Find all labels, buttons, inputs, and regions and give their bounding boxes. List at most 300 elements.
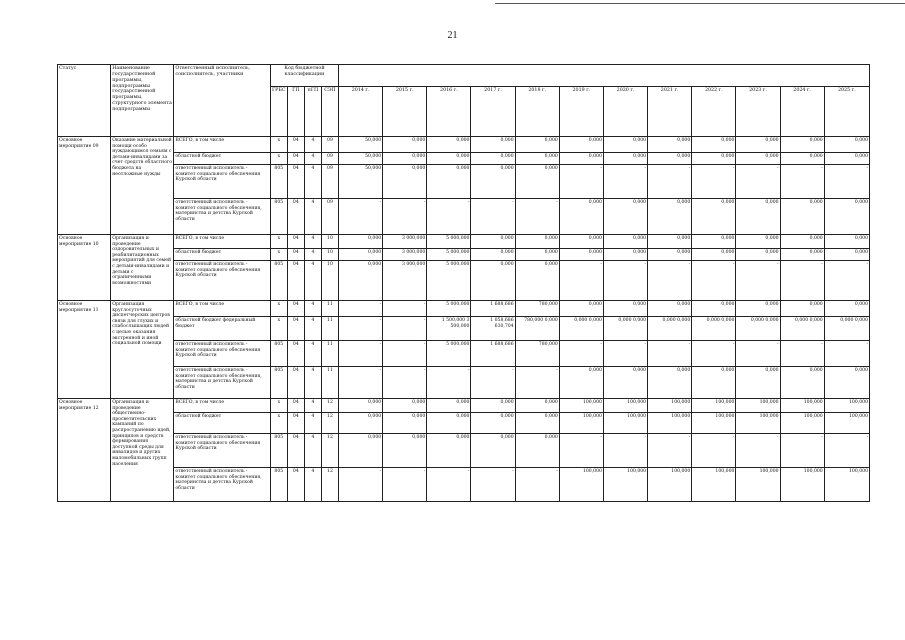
table-row — [58, 153, 870, 165]
row-value: - — [736, 261, 780, 301]
row-value: 0,000 — [824, 249, 869, 261]
row-value: 0,000 — [339, 413, 383, 434]
header-budget-code: Код бюджетной классификации — [270, 65, 338, 87]
row-value: 0,000 — [339, 399, 383, 413]
row-code: 11 — [321, 317, 338, 341]
row-value: - — [692, 165, 736, 199]
row-executor: ответственный исполнитель - комитет социального обеспечения Курской области — [174, 261, 270, 301]
row-value: - — [339, 468, 383, 502]
row-executor: ответственный исполнитель - комитет социального обеспечения, материнства и детства Курской области — [174, 199, 270, 235]
row-value: - — [648, 165, 692, 199]
row-value: 0,000 — [648, 301, 692, 317]
row-executor: областной бюджет — [174, 413, 270, 434]
row-code: 04 — [287, 153, 304, 165]
row-value: - — [383, 367, 427, 399]
row-code: 4 — [304, 317, 321, 341]
row-value: 1 688,686 — [471, 301, 515, 317]
row-value: - — [383, 301, 427, 317]
row-code: 09 — [321, 199, 338, 235]
row-code: 4 — [304, 235, 321, 249]
table-row — [58, 235, 870, 249]
row-value: 0,000 — [339, 261, 383, 301]
row-value: - — [383, 317, 427, 341]
row-value: 0,000 — [780, 235, 824, 249]
row-code: 4 — [304, 153, 321, 165]
row-value: 0,000 — [471, 413, 515, 434]
row-code: х — [270, 235, 287, 249]
row-value: - — [383, 199, 427, 235]
row-value: 100,000 — [736, 468, 780, 502]
row-value: 0,000 — [559, 367, 603, 399]
row-value: 100,000 — [559, 399, 603, 413]
row-code: 12 — [321, 434, 338, 468]
row-value: 0,000 — [383, 413, 427, 434]
row-value: 0,000 — [427, 137, 471, 153]
row-code: 04 — [287, 249, 304, 261]
row-value: 0,000 — [427, 153, 471, 165]
row-value: 100,000 — [648, 399, 692, 413]
row-value: 100,000 — [824, 468, 869, 502]
row-value: 0,000 — [427, 434, 471, 468]
row-code: 4 — [304, 434, 321, 468]
row-value: 0,000 — [427, 399, 471, 413]
row-value: 0,000 — [515, 434, 559, 468]
row-value: 0,000 — [383, 434, 427, 468]
row-value: 5 000,000 — [427, 341, 471, 367]
row-code: 4 — [304, 413, 321, 434]
row-value: 100,000 — [692, 468, 736, 502]
group-name: Организация и проведение общественно-просветительских кампаний по распространению идей, принципов и средств формирования доступной среды для инвалидов и других маломобильных групп населения — [111, 399, 174, 502]
row-value: 0,000 — [471, 434, 515, 468]
row-value: - — [780, 341, 824, 367]
row-value: 0,000 — [824, 137, 869, 153]
row-code: 04 — [287, 434, 304, 468]
row-code: 04 — [287, 261, 304, 301]
row-value: 100,000 — [648, 468, 692, 502]
row-code: 4 — [304, 341, 321, 367]
row-value: 0,000 — [736, 367, 780, 399]
row-code: 04 — [287, 165, 304, 199]
row-value: 0,000 — [736, 137, 780, 153]
row-value: 0,000 0,000 — [648, 317, 692, 341]
row-value: 0,000 — [515, 165, 559, 199]
row-value: - — [603, 165, 647, 199]
row-value: 5 000,000 — [427, 249, 471, 261]
row-executor: ВСЕГО, в том числе — [174, 301, 270, 317]
row-code: х — [270, 399, 287, 413]
row-value: 0,000 — [603, 199, 647, 235]
row-value: 0,000 — [824, 367, 869, 399]
row-value: 0,000 — [515, 261, 559, 301]
row-code: 12 — [321, 399, 338, 413]
row-executor: ВСЕГО, в том числе — [174, 235, 270, 249]
top-rule — [495, 3, 905, 4]
table-body — [58, 137, 870, 502]
table-row — [58, 413, 870, 434]
row-value: - — [427, 199, 471, 235]
row-value: - — [692, 434, 736, 468]
row-executor: областной бюджет федеральный бюджет — [174, 317, 270, 341]
table-row — [58, 165, 870, 199]
row-value: - — [339, 301, 383, 317]
row-value: 1 058,686 630,704 — [471, 317, 515, 341]
header-year-5: 2019 г. — [559, 87, 603, 137]
row-code: х — [270, 301, 287, 317]
row-value: 0,000 — [648, 153, 692, 165]
row-value: - — [559, 261, 603, 301]
table-row — [58, 341, 870, 367]
row-value: 0,000 — [339, 249, 383, 261]
row-code: 04 — [287, 235, 304, 249]
header-executor: Ответственный исполнитель, соисполнитель, участники — [174, 65, 270, 137]
row-value: - — [824, 165, 869, 199]
row-value: 0,000 0,000 — [559, 317, 603, 341]
row-code: 09 — [321, 165, 338, 199]
row-value: 780,000 0,000 — [515, 317, 559, 341]
row-value: 780,000 — [515, 341, 559, 367]
row-value: 100,000 — [780, 413, 824, 434]
row-value: 0,000 — [780, 367, 824, 399]
row-value: 0,000 — [515, 153, 559, 165]
row-value: - — [736, 165, 780, 199]
row-code: 09 — [321, 153, 338, 165]
row-value: 0,000 — [383, 137, 427, 153]
row-value: 0,000 — [692, 249, 736, 261]
group-name: Организация круглосуточных диспетчерских центров связи для глухих и слабослышащих людей с целью оказания экстренной и иной социальной помощи — [111, 301, 174, 399]
row-value: - — [648, 341, 692, 367]
row-code: 4 — [304, 261, 321, 301]
row-code: 04 — [287, 317, 304, 341]
row-value: 0,000 — [383, 165, 427, 199]
row-value: 0,000 — [383, 399, 427, 413]
row-value: - — [471, 468, 515, 502]
row-value: - — [339, 199, 383, 235]
row-value: 0,000 0,000 — [780, 317, 824, 341]
row-value: 0,000 — [824, 199, 869, 235]
row-value: 0,000 — [824, 301, 869, 317]
group-status: Основное мероприятие 09 — [58, 137, 111, 235]
row-value: 780,000 — [515, 301, 559, 317]
row-value: 0,000 — [736, 153, 780, 165]
row-value: 1 500,000 3 500,000 — [427, 317, 471, 341]
row-code: 4 — [304, 468, 321, 502]
budget-table — [57, 64, 870, 502]
row-value: 100,000 — [824, 399, 869, 413]
row-value: 0,000 0,000 — [736, 317, 780, 341]
row-value: 0,000 — [515, 137, 559, 153]
row-value: 0,000 — [427, 413, 471, 434]
row-value: 0,000 — [559, 199, 603, 235]
row-code: 805 — [270, 468, 287, 502]
row-value: 0,000 — [824, 235, 869, 249]
row-value: 0,000 — [780, 153, 824, 165]
row-value: 100,000 — [692, 399, 736, 413]
row-value: 1 688,686 — [471, 341, 515, 367]
row-value: 0,000 — [603, 137, 647, 153]
row-code: 805 — [270, 165, 287, 199]
row-value: 0,000 — [383, 153, 427, 165]
row-code: х — [270, 137, 287, 153]
row-code: 04 — [287, 399, 304, 413]
row-value: 0,000 — [603, 367, 647, 399]
row-value: 0,000 — [603, 249, 647, 261]
row-code: 805 — [270, 341, 287, 367]
row-value: - — [559, 434, 603, 468]
row-value: 0,000 — [780, 199, 824, 235]
row-value: 0,000 — [824, 153, 869, 165]
row-value: - — [383, 341, 427, 367]
row-code: 09 — [321, 137, 338, 153]
row-value: 0,000 — [559, 137, 603, 153]
row-value: 0,000 — [736, 249, 780, 261]
row-value: 0,000 — [559, 249, 603, 261]
row-code: х — [270, 249, 287, 261]
row-value: 0,000 — [648, 235, 692, 249]
row-value: - — [824, 261, 869, 301]
row-value: 5 000,000 — [427, 301, 471, 317]
group-status: Основное мероприятие 11 — [58, 301, 111, 399]
row-value: 100,000 — [603, 413, 647, 434]
row-value: 0,000 — [515, 249, 559, 261]
header-years-span — [339, 65, 870, 87]
row-value: 0,000 — [736, 301, 780, 317]
row-value: 0,000 — [471, 165, 515, 199]
row-code: 11 — [321, 367, 338, 399]
header-code-0: ГРБС — [270, 87, 287, 137]
row-code: 04 — [287, 301, 304, 317]
table-row — [58, 317, 870, 341]
header-year-0: 2014 г. — [339, 87, 383, 137]
row-value: - — [471, 367, 515, 399]
row-executor: ВСЕГО, в том числе — [174, 399, 270, 413]
group-status: Основное мероприятие 12 — [58, 399, 111, 502]
row-code: 805 — [270, 367, 287, 399]
row-value: 0,000 — [471, 137, 515, 153]
group-status: Основное мероприятие 10 — [58, 235, 111, 301]
row-value: - — [383, 468, 427, 502]
table-row — [58, 199, 870, 235]
row-code: 4 — [304, 399, 321, 413]
table-row — [58, 261, 870, 301]
row-value: 0,000 — [692, 153, 736, 165]
row-value: 100,000 — [780, 468, 824, 502]
row-code: х — [270, 317, 287, 341]
row-value: - — [603, 434, 647, 468]
header-year-7: 2021 г. — [648, 87, 692, 137]
row-code: 04 — [287, 137, 304, 153]
row-value: 100,000 — [736, 413, 780, 434]
table-row — [58, 249, 870, 261]
table-row — [58, 367, 870, 399]
table-row — [58, 434, 870, 468]
row-value: 0,000 — [648, 367, 692, 399]
row-value: - — [427, 468, 471, 502]
row-code: 12 — [321, 413, 338, 434]
header-year-10: 2024 г. — [780, 87, 824, 137]
row-value: 100,000 — [780, 399, 824, 413]
row-code: 11 — [321, 341, 338, 367]
row-executor: ответственный исполнитель - комитет социального обеспечения Курской области — [174, 434, 270, 468]
row-value: - — [824, 341, 869, 367]
row-value: 0,000 — [648, 137, 692, 153]
row-value: - — [780, 165, 824, 199]
row-value: 50,000 — [339, 137, 383, 153]
row-executor: областной бюджет — [174, 153, 270, 165]
row-value: - — [471, 199, 515, 235]
page-number: 21 — [447, 30, 458, 41]
row-executor: областной бюджет — [174, 249, 270, 261]
row-code: 4 — [304, 199, 321, 235]
row-value: - — [559, 165, 603, 199]
row-value: 0,000 — [648, 249, 692, 261]
row-code: 4 — [304, 249, 321, 261]
row-code: 04 — [287, 468, 304, 502]
row-value: 0,000 — [339, 235, 383, 249]
row-code: 805 — [270, 261, 287, 301]
row-value: 0,000 — [692, 199, 736, 235]
row-value: 0,000 0,000 — [824, 317, 869, 341]
row-value: 0,000 — [515, 399, 559, 413]
row-value: 0,000 — [559, 153, 603, 165]
header-code-2: пГП — [304, 87, 321, 137]
header-code-1: ГП — [287, 87, 304, 137]
row-value: 0,000 — [471, 235, 515, 249]
header-year-9: 2023 г. — [736, 87, 780, 137]
header-code-3: СЭП — [321, 87, 338, 137]
row-value: 3 000,000 — [383, 235, 427, 249]
row-executor: ВСЕГО, в том числе — [174, 137, 270, 153]
header-year-4: 2018 г. — [515, 87, 559, 137]
row-value: 50,000 — [339, 153, 383, 165]
row-value: 50,000 — [339, 165, 383, 199]
row-value: - — [339, 341, 383, 367]
table-row — [58, 137, 870, 153]
row-value: 0,000 — [515, 235, 559, 249]
row-value: 3 000,000 — [383, 249, 427, 261]
row-value: 0,000 — [736, 235, 780, 249]
row-value: 0,000 — [692, 301, 736, 317]
row-value: 0,000 — [339, 434, 383, 468]
row-code: х — [270, 413, 287, 434]
row-value: 0,000 — [692, 367, 736, 399]
row-value: - — [824, 434, 869, 468]
row-value: - — [603, 341, 647, 367]
row-value: 0,000 0,000 — [692, 317, 736, 341]
row-value: 0,000 — [692, 137, 736, 153]
row-code: 04 — [287, 341, 304, 367]
row-value: - — [427, 367, 471, 399]
row-executor: ответственный исполнитель - комитет социального обеспечения Курской области — [174, 341, 270, 367]
header-year-3: 2017 г. — [471, 87, 515, 137]
row-value: 0,000 — [780, 249, 824, 261]
row-value: 5 000,000 — [427, 261, 471, 301]
row-value: 0,000 0,000 — [603, 317, 647, 341]
row-value: 0,000 — [471, 399, 515, 413]
header-year-11: 2025 г. — [824, 87, 869, 137]
row-code: 04 — [287, 199, 304, 235]
row-code: х — [270, 153, 287, 165]
row-value: - — [648, 261, 692, 301]
row-code: 12 — [321, 468, 338, 502]
row-code: 04 — [287, 413, 304, 434]
header-year-1: 2015 г. — [383, 87, 427, 137]
row-value: 0,000 — [603, 153, 647, 165]
row-executor: ответственный исполнитель - комитет социального обеспечения Курской области — [174, 165, 270, 199]
group-name: Оказание материальной помощи особо нуждающимся семьям с детьми-инвалидами за счет средств областного бюджета на неотложные нужды — [111, 137, 174, 235]
header-year-6: 2020 г. — [603, 87, 647, 137]
row-code: 4 — [304, 165, 321, 199]
row-code: 4 — [304, 301, 321, 317]
row-executor: ответственный исполнитель - комитет социального обеспечения, материнства и детства Курской области — [174, 468, 270, 502]
row-value: 0,000 — [471, 261, 515, 301]
row-value: 0,000 — [471, 249, 515, 261]
row-code: 4 — [304, 367, 321, 399]
row-value: 0,000 — [692, 235, 736, 249]
row-value: 0,000 — [427, 165, 471, 199]
row-value: - — [339, 367, 383, 399]
row-code: 805 — [270, 434, 287, 468]
row-code: 10 — [321, 235, 338, 249]
row-value: 100,000 — [736, 399, 780, 413]
row-value: 100,000 — [824, 413, 869, 434]
row-value: 3 000,000 — [383, 261, 427, 301]
row-value: - — [339, 317, 383, 341]
row-value: 0,000 — [559, 301, 603, 317]
row-value: - — [780, 434, 824, 468]
row-code: 10 — [321, 261, 338, 301]
row-value: - — [515, 199, 559, 235]
row-value: - — [515, 367, 559, 399]
header-status: Статус — [58, 65, 111, 137]
row-value: - — [603, 261, 647, 301]
row-code: 04 — [287, 367, 304, 399]
row-value: 0,000 — [780, 301, 824, 317]
row-code: 4 — [304, 137, 321, 153]
row-value: 0,000 — [603, 235, 647, 249]
row-value: 100,000 — [559, 413, 603, 434]
row-code: 805 — [270, 199, 287, 235]
row-value: 0,000 — [559, 235, 603, 249]
row-value: 0,000 — [736, 199, 780, 235]
table-row — [58, 399, 870, 413]
row-value: - — [692, 341, 736, 367]
row-value: - — [648, 434, 692, 468]
header-name: Наименование государственной программы, подпрограммы государственной программы, структурного элемента подпрограммы — [111, 65, 174, 137]
table-row — [58, 468, 870, 502]
row-value: 100,000 — [603, 468, 647, 502]
row-value: 5 000,000 — [427, 235, 471, 249]
row-value: 0,000 — [471, 153, 515, 165]
row-executor: ответственный исполнитель - комитет социального обеспечения, материнства и детства Курской области — [174, 367, 270, 399]
row-value: 0,000 — [603, 301, 647, 317]
group-name: Организация и проведение оздоровительных и реабилитационных мероприятий для семей с детьми-инвалидами и детьми с ограниченными возможностями — [111, 235, 174, 301]
header-year-8: 2022 г. — [692, 87, 736, 137]
row-value: 100,000 — [692, 413, 736, 434]
row-value: - — [780, 261, 824, 301]
row-value: 100,000 — [559, 468, 603, 502]
table-row — [58, 301, 870, 317]
row-value: 100,000 — [648, 413, 692, 434]
row-value: 0,000 — [780, 137, 824, 153]
row-value: - — [559, 341, 603, 367]
row-code: 10 — [321, 249, 338, 261]
row-value: - — [736, 341, 780, 367]
row-code: 11 — [321, 301, 338, 317]
row-value: - — [515, 468, 559, 502]
header-year-2: 2016 г. — [427, 87, 471, 137]
row-value: 0,000 — [648, 199, 692, 235]
row-value: 100,000 — [603, 399, 647, 413]
